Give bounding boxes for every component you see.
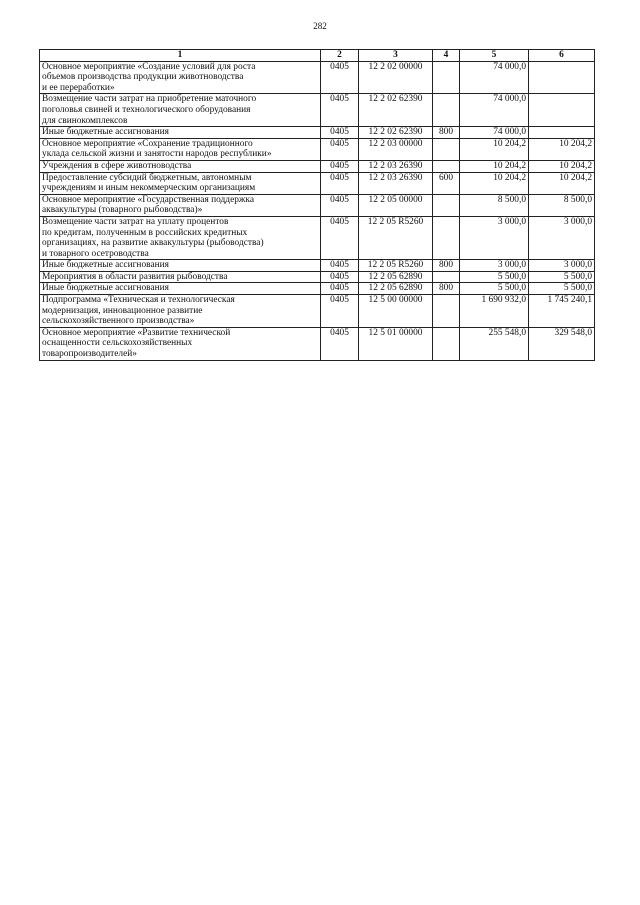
cell-expense-type bbox=[433, 271, 460, 283]
cell-name bbox=[40, 172, 321, 194]
cell-sum-year-1: 3 000,0 bbox=[460, 260, 529, 272]
cell-expense-type: 800 bbox=[433, 283, 460, 295]
header-col-5: 5 bbox=[460, 50, 529, 62]
cell-code: 12 2 02 00000 bbox=[359, 61, 433, 94]
cell-expense-type bbox=[433, 138, 460, 160]
cell-name-line: Мероприятия в области развития рыбоводства bbox=[42, 271, 228, 282]
cell-sum-year-2 bbox=[529, 61, 595, 94]
header-col-4: 4 bbox=[433, 50, 460, 62]
cell-section: 0405 bbox=[321, 61, 359, 94]
cell-name-line: объемов производства продукции животноводства bbox=[42, 72, 244, 83]
table-header-row bbox=[40, 50, 595, 62]
cell-sum-year-2: 3 000,0 bbox=[529, 260, 595, 272]
cell-name bbox=[40, 194, 321, 216]
cell-sum-year-1: 5 500,0 bbox=[460, 271, 529, 283]
cell-code: 12 2 03 26390 bbox=[359, 160, 433, 172]
cell-name bbox=[40, 216, 321, 259]
cell-name-line: Иные бюджетные ассигнования bbox=[42, 283, 169, 294]
cell-section: 0405 bbox=[321, 216, 359, 259]
cell-name bbox=[40, 283, 321, 295]
table-row bbox=[40, 127, 595, 139]
cell-code: 12 2 02 62390 bbox=[359, 127, 433, 139]
table-row bbox=[40, 260, 595, 272]
cell-code: 12 2 05 R5260 bbox=[359, 216, 433, 259]
cell-name-line: и товарного осетроводства bbox=[42, 248, 149, 259]
cell-sum-year-2: 10 204,2 bbox=[529, 138, 595, 160]
cell-name bbox=[40, 138, 321, 160]
cell-name-line: Подпрограмма «Техническая и технологическая bbox=[42, 295, 235, 306]
cell-name bbox=[40, 271, 321, 283]
cell-section: 0405 bbox=[321, 194, 359, 216]
table-row bbox=[40, 94, 595, 127]
cell-name-line: Возмещение части затрат на уплату процентов bbox=[42, 216, 229, 227]
cell-name-line: по кредитам, полученным в российских кредитных bbox=[42, 227, 248, 238]
budget-table bbox=[39, 49, 595, 361]
cell-sum-year-1: 5 500,0 bbox=[460, 283, 529, 295]
cell-section: 0405 bbox=[321, 127, 359, 139]
cell-name-line: товаропроизводителей» bbox=[42, 349, 137, 360]
cell-sum-year-1: 1 690 932,0 bbox=[460, 295, 529, 328]
cell-name-line: Основное мероприятие «Развитие технической bbox=[42, 327, 231, 338]
cell-name bbox=[40, 260, 321, 272]
cell-name-line: и ее переработки» bbox=[42, 82, 115, 93]
cell-code: 12 5 01 00000 bbox=[359, 327, 433, 360]
cell-section: 0405 bbox=[321, 260, 359, 272]
cell-sum-year-2: 5 500,0 bbox=[529, 271, 595, 283]
cell-section: 0405 bbox=[321, 327, 359, 360]
cell-sum-year-2: 5 500,0 bbox=[529, 283, 595, 295]
cell-section: 0405 bbox=[321, 295, 359, 328]
cell-sum-year-2 bbox=[529, 127, 595, 139]
cell-section: 0405 bbox=[321, 283, 359, 295]
cell-name bbox=[40, 295, 321, 328]
cell-sum-year-2 bbox=[529, 94, 595, 127]
cell-name-line: Основное мероприятие «Государственная поддержка bbox=[42, 194, 254, 205]
cell-sum-year-1: 8 500,0 bbox=[460, 194, 529, 216]
cell-expense-type bbox=[433, 216, 460, 259]
cell-section: 0405 bbox=[321, 160, 359, 172]
cell-expense-type bbox=[433, 327, 460, 360]
cell-name-line: Предоставление субсидий бюджетным, автономным bbox=[42, 172, 252, 183]
cell-expense-type bbox=[433, 160, 460, 172]
cell-name-line: Иные бюджетные ассигнования bbox=[42, 260, 169, 271]
cell-name-line: для свинокомплексов bbox=[42, 115, 128, 126]
cell-sum-year-1: 74 000,0 bbox=[460, 61, 529, 94]
cell-name-line: оснащенности сельскохозяйственных bbox=[42, 338, 193, 349]
header-col-1: 1 bbox=[40, 50, 321, 62]
cell-name-line: Учреждения в сфере животноводства bbox=[42, 160, 192, 171]
cell-code: 12 2 05 00000 bbox=[359, 194, 433, 216]
cell-name-line: уклада сельской жизни и занятости народов республики» bbox=[42, 149, 272, 160]
cell-sum-year-2: 10 204,2 bbox=[529, 172, 595, 194]
page-number: 282 bbox=[313, 21, 327, 31]
cell-code: 12 2 05 62890 bbox=[359, 271, 433, 283]
table-row bbox=[40, 160, 595, 172]
cell-section: 0405 bbox=[321, 172, 359, 194]
cell-code: 12 2 05 62890 bbox=[359, 283, 433, 295]
cell-code: 12 2 05 R5260 bbox=[359, 260, 433, 272]
cell-name bbox=[40, 61, 321, 94]
cell-name bbox=[40, 94, 321, 127]
cell-sum-year-1: 3 000,0 bbox=[460, 216, 529, 259]
cell-name bbox=[40, 160, 321, 172]
cell-name-line: аквакультуры (товарного рыбоводства)» bbox=[42, 205, 203, 216]
header-col-6: 6 bbox=[529, 50, 595, 62]
table-row bbox=[40, 271, 595, 283]
cell-expense-type bbox=[433, 61, 460, 94]
cell-sum-year-1: 10 204,2 bbox=[460, 172, 529, 194]
cell-sum-year-2: 8 500,0 bbox=[529, 194, 595, 216]
cell-sum-year-1: 74 000,0 bbox=[460, 94, 529, 127]
cell-code: 12 5 00 00000 bbox=[359, 295, 433, 328]
cell-name bbox=[40, 327, 321, 360]
cell-name-line: Иные бюджетные ассигнования bbox=[42, 127, 169, 138]
cell-expense-type: 800 bbox=[433, 127, 460, 139]
table-row bbox=[40, 61, 595, 94]
cell-expense-type: 600 bbox=[433, 172, 460, 194]
cell-name-line: поголовья свиней и технологического оборудования bbox=[42, 104, 251, 115]
cell-name-line: сельскохозяйственного производства» bbox=[42, 316, 195, 327]
table-row bbox=[40, 327, 595, 360]
cell-code: 12 2 02 62390 bbox=[359, 94, 433, 127]
cell-sum-year-1: 10 204,2 bbox=[460, 160, 529, 172]
cell-sum-year-2: 329 548,0 bbox=[529, 327, 595, 360]
cell-expense-type bbox=[433, 94, 460, 127]
cell-sum-year-1: 74 000,0 bbox=[460, 127, 529, 139]
cell-name bbox=[40, 127, 321, 139]
cell-expense-type bbox=[433, 295, 460, 328]
table-row bbox=[40, 295, 595, 328]
cell-name-line: Основное мероприятие «Создание условий для роста bbox=[42, 61, 256, 72]
cell-code: 12 2 03 26390 bbox=[359, 172, 433, 194]
cell-sum-year-1: 10 204,2 bbox=[460, 138, 529, 160]
cell-section: 0405 bbox=[321, 271, 359, 283]
cell-sum-year-2: 1 745 240,1 bbox=[529, 295, 595, 328]
table-row bbox=[40, 283, 595, 295]
cell-sum-year-2: 10 204,2 bbox=[529, 160, 595, 172]
table-row bbox=[40, 138, 595, 160]
cell-name-line: модернизация, инновационное развитие bbox=[42, 305, 203, 316]
header-col-3: 3 bbox=[359, 50, 433, 62]
cell-name-line: организациях, на развитие аквакультуры (рыбоводства) bbox=[42, 238, 264, 249]
cell-name-line: учреждениям и иным некоммерческим организациям bbox=[42, 183, 256, 194]
cell-code: 12 2 03 00000 bbox=[359, 138, 433, 160]
cell-sum-year-1: 255 548,0 bbox=[460, 327, 529, 360]
table-row bbox=[40, 216, 595, 259]
cell-sum-year-2: 3 000,0 bbox=[529, 216, 595, 259]
cell-section: 0405 bbox=[321, 138, 359, 160]
table-row bbox=[40, 194, 595, 216]
cell-expense-type: 800 bbox=[433, 260, 460, 272]
header-col-2: 2 bbox=[321, 50, 359, 62]
cell-expense-type bbox=[433, 194, 460, 216]
table-row bbox=[40, 172, 595, 194]
cell-section: 0405 bbox=[321, 94, 359, 127]
cell-name-line: Основное мероприятие «Сохранение традиционного bbox=[42, 138, 253, 149]
cell-name-line: Возмещение части затрат на приобретение маточного bbox=[42, 94, 257, 105]
